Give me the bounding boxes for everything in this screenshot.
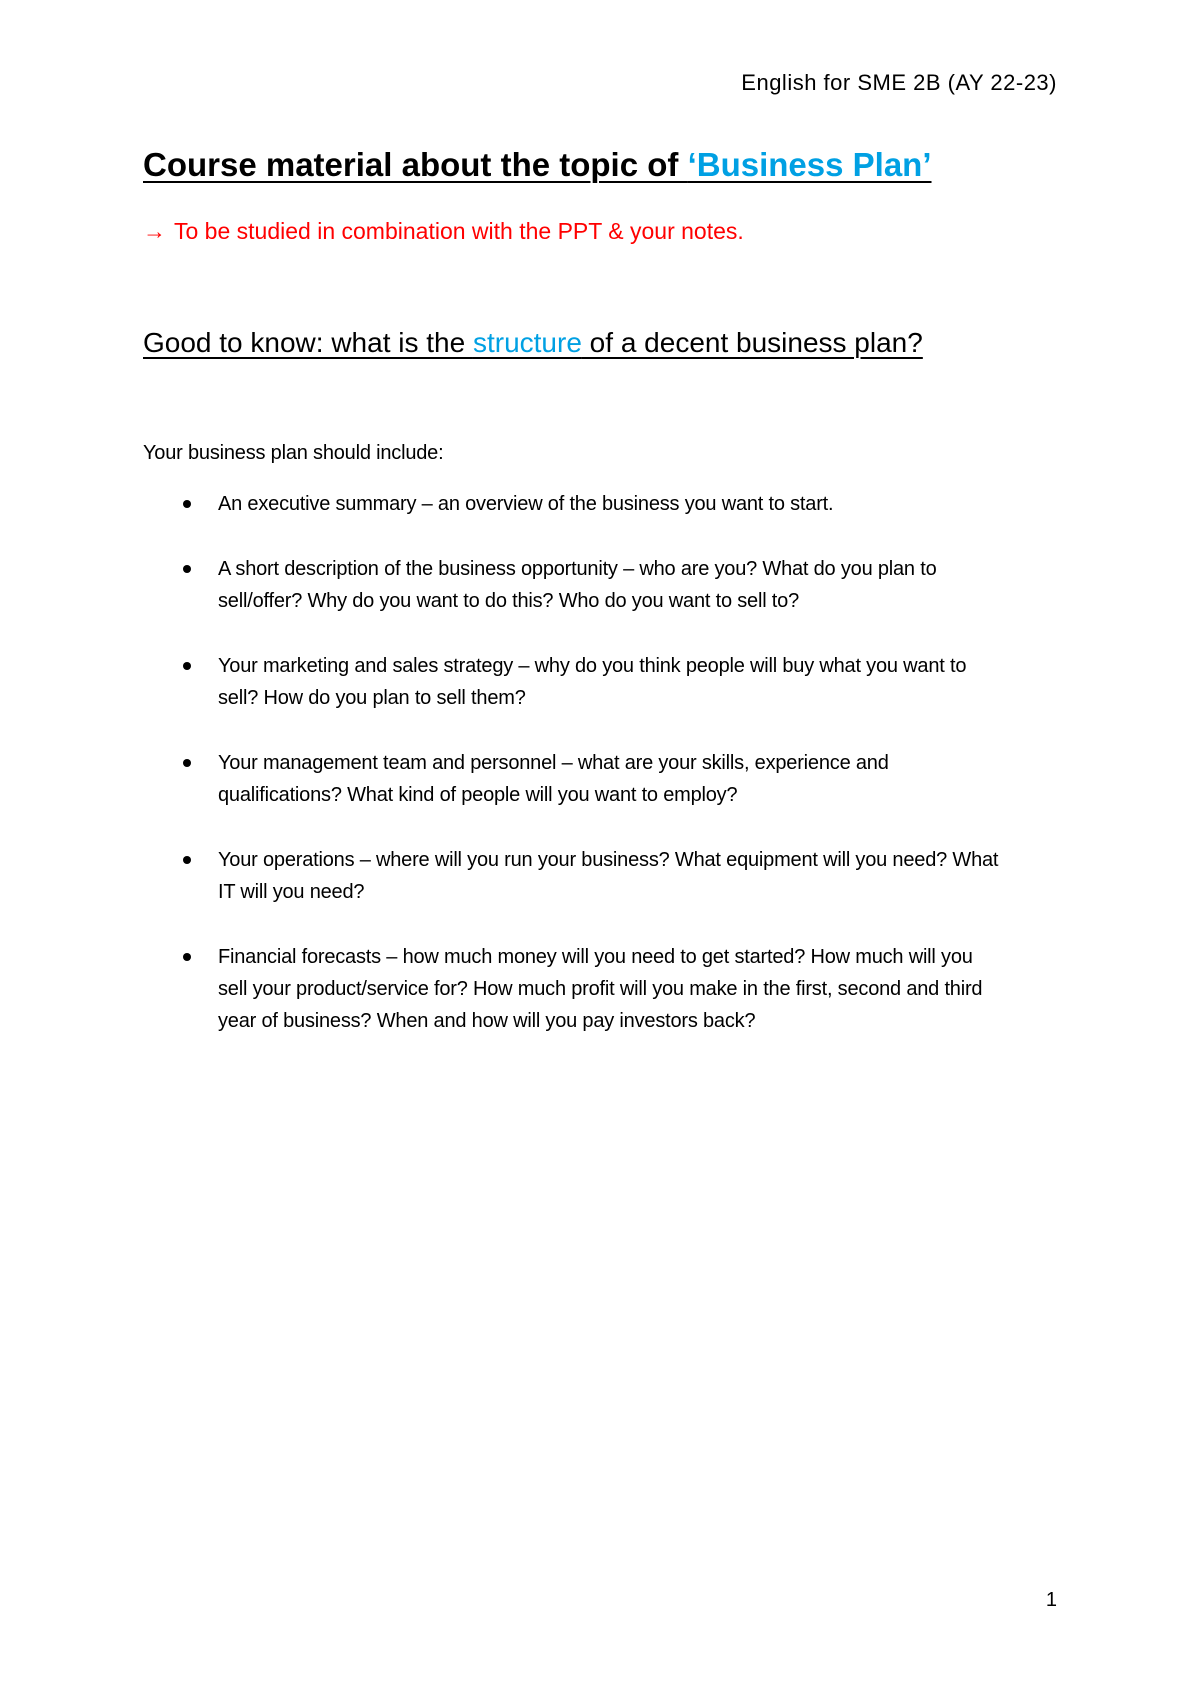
bullet-icon <box>183 662 191 670</box>
section-heading-after: of a decent business plan? <box>581 327 923 358</box>
business-plan-list <box>143 488 1003 1070</box>
arrow-right-icon: → <box>143 218 166 244</box>
document-title <box>143 146 932 184</box>
study-note-text: To be studied in combination with the PPT & your notes. <box>174 218 744 244</box>
list-item <box>143 553 1003 617</box>
list-item <box>143 650 1003 714</box>
list-item <box>143 488 1003 520</box>
list-item-text: Your management team and personnel – what are your skills, experience and qualifications? What kind of people will you want to employ? <box>218 752 889 806</box>
section-heading <box>143 327 923 359</box>
section-heading-before: Good to know: what is the <box>143 327 473 358</box>
title-highlight: ‘Business Plan’ <box>687 146 932 183</box>
bullet-icon <box>183 953 191 961</box>
title-prefix: Course material about the topic of <box>143 146 688 183</box>
intro-text: Your business plan should include: <box>143 442 444 464</box>
list-item <box>143 747 1003 811</box>
study-note <box>143 218 744 245</box>
list-item-text: Your marketing and sales strategy – why do you think people will buy what you want to sell? How do you plan to sell them? <box>218 655 967 709</box>
document-header: English for SME 2B (AY 22-23) <box>741 70 1057 95</box>
list-item-text: Your operations – where will you run your business? What equipment will you need? What IT will you need? <box>218 849 999 903</box>
bullet-icon <box>183 856 191 864</box>
section-heading-highlight: structure <box>472 327 582 358</box>
list-item-text: A short description of the business opportunity – who are you? What do you plan to sell/offer? Why do you want to do this? Who do you want to sell to? <box>218 558 937 612</box>
list-item-text: An executive summary – an overview of the business you want to start. <box>218 493 834 515</box>
list-item <box>143 941 1003 1037</box>
list-item-text: Financial forecasts – how much money will you need to get started? How much will you sell your product/service for? How much profit will you make in the first, second and third year of business? When and how will you pay investors back? <box>218 946 983 1032</box>
list-item <box>143 844 1003 908</box>
page-number: 1 <box>1045 1589 1057 1611</box>
bullet-icon <box>183 759 191 767</box>
bullet-icon <box>183 565 191 573</box>
bullet-icon <box>183 500 191 508</box>
